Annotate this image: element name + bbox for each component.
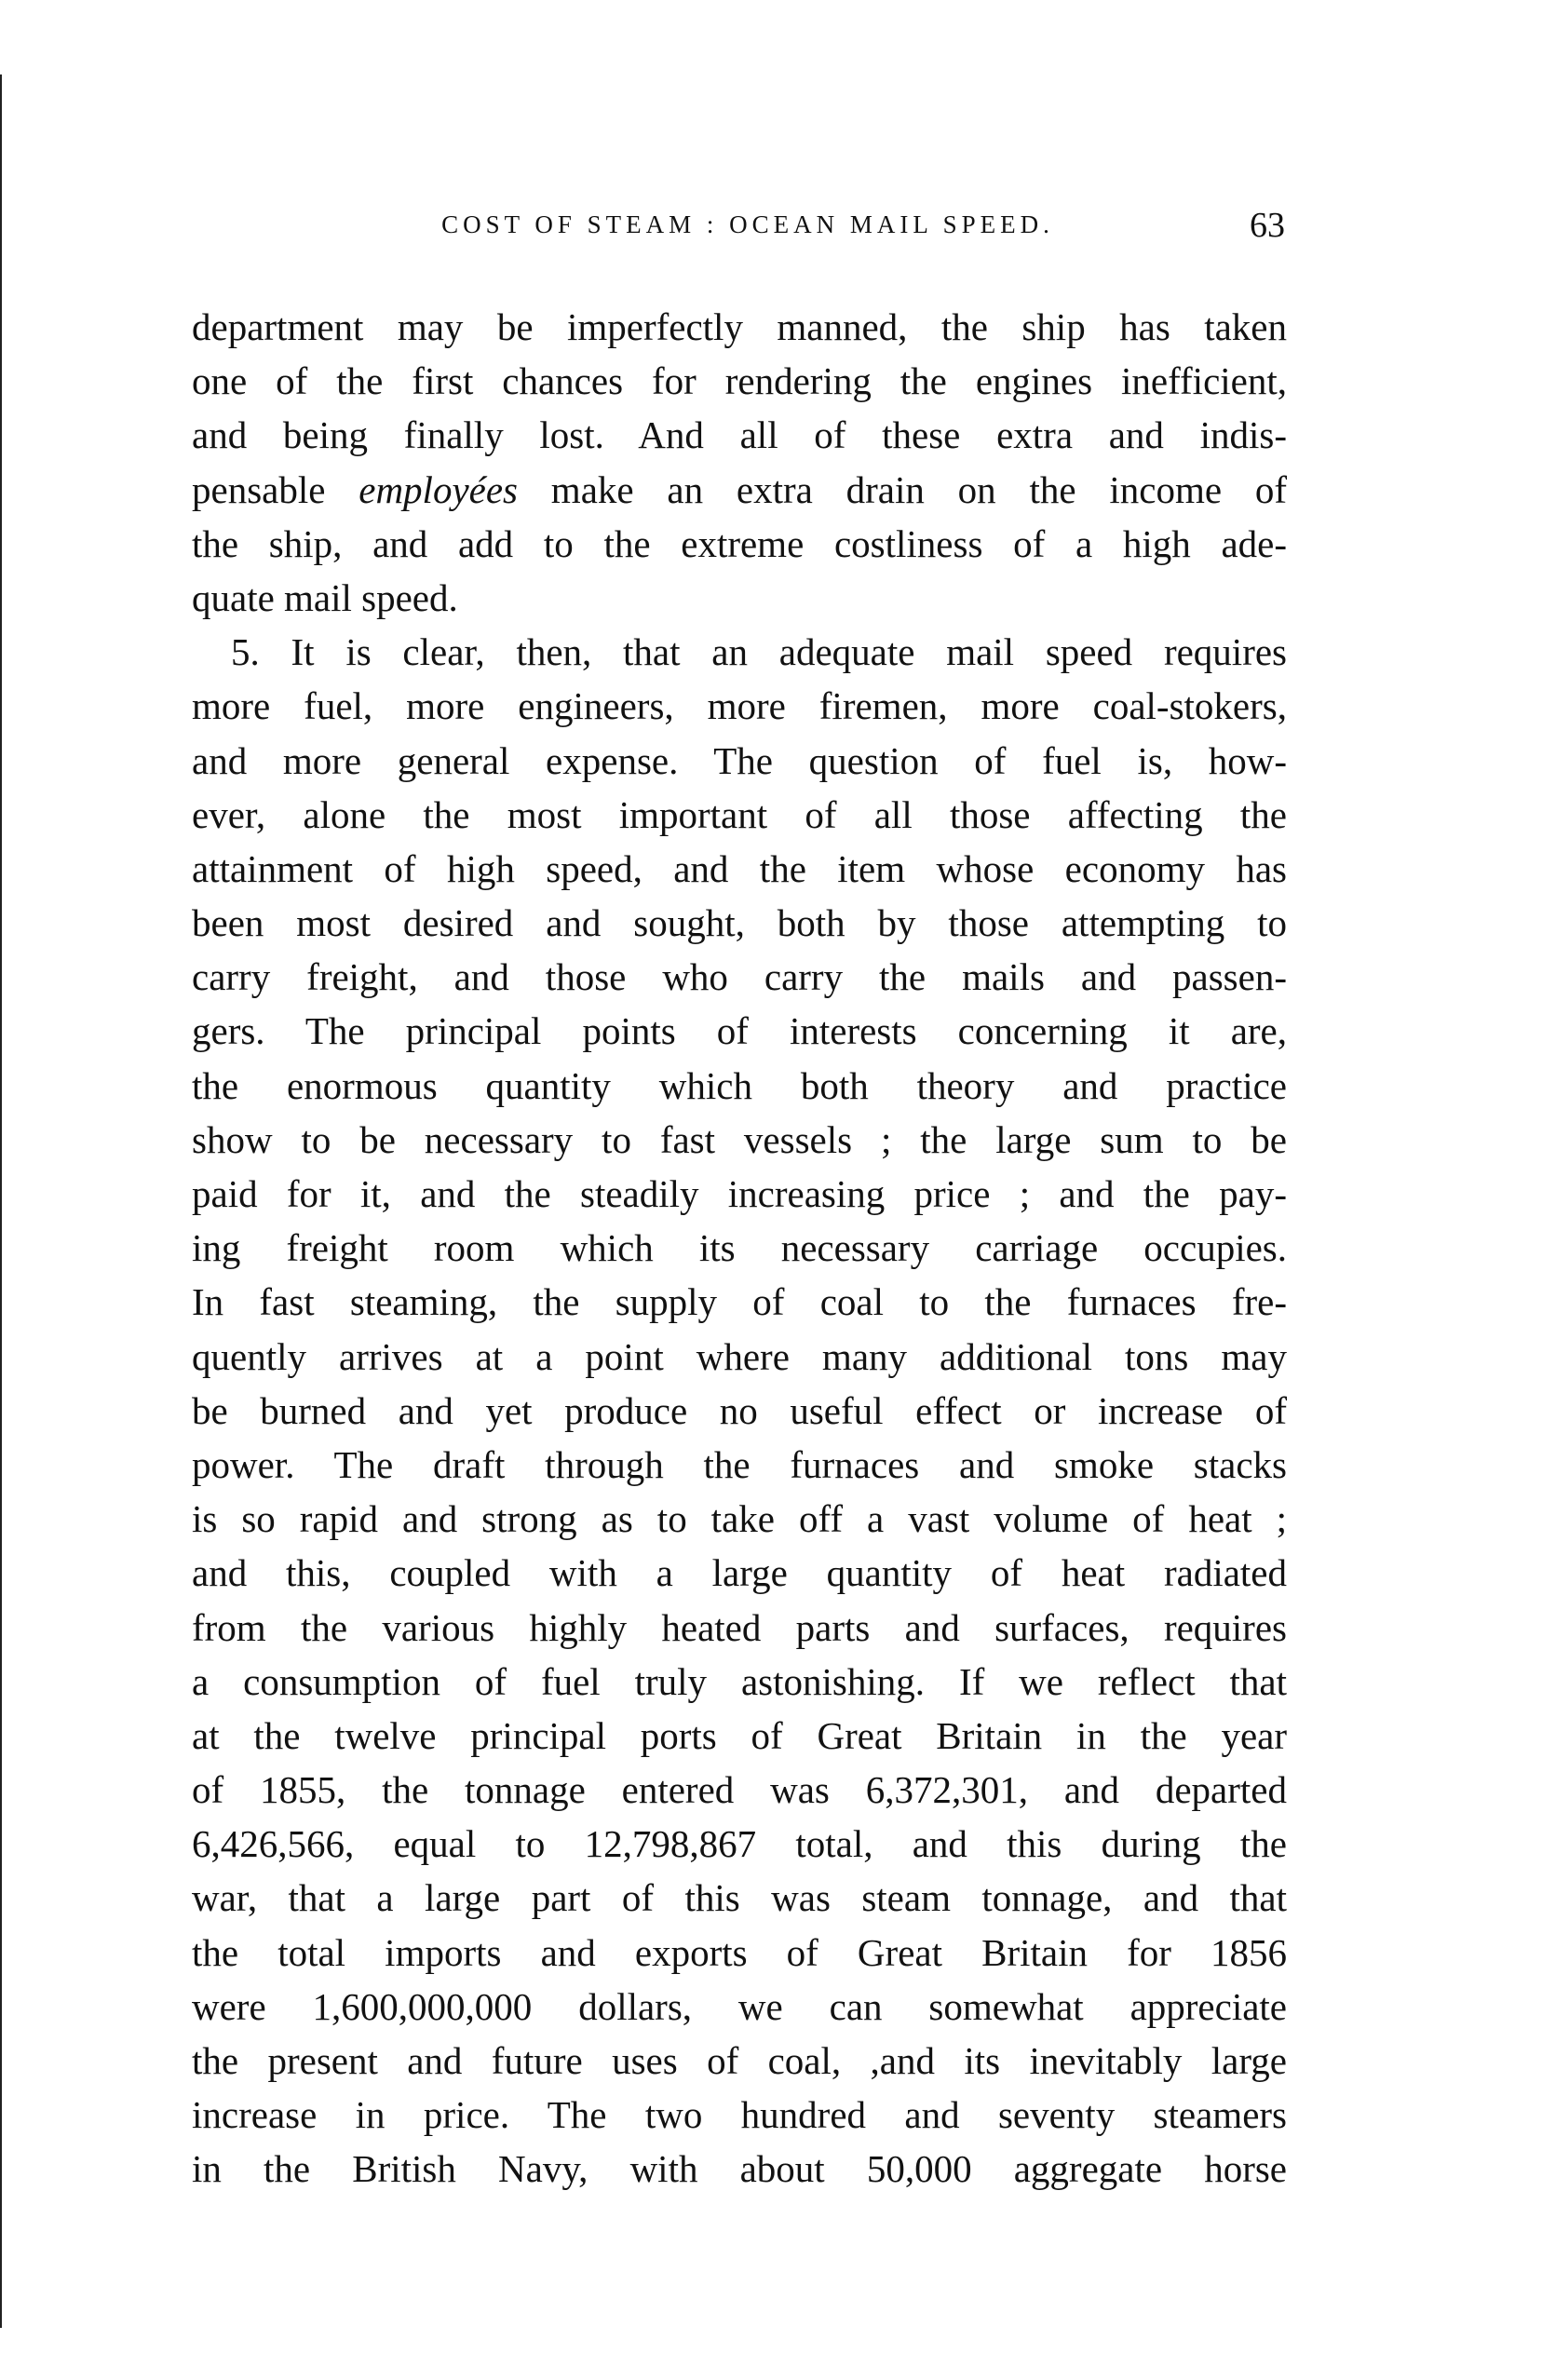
text-segment: pensable [192,467,359,511]
text-line: the present and future uses of coal, ,and its inevitably large [192,2039,1287,2082]
text-line: ever, alone the most important of all those affecting the [192,792,1287,836]
text-line: attainment of high speed, and the item whose economy has [192,846,1287,890]
text-line: paid for it, and the steadily increasing price ; and the pay- [192,1172,1287,1215]
text-line: quate mail speed. [192,575,458,619]
text-line: the total imports and exports of Great Britain for 1856 [192,1930,1287,1974]
text-line: 6,426,566, equal to 12,798,867 total, and this during the [192,1822,1287,1866]
text-line: be burned and yet produce no useful effect or increase of [192,1388,1287,1432]
body-text [192,300,1287,2197]
text-line [192,463,1287,517]
text-segment: make an extra drain on the income of [518,467,1287,511]
text-line: war, that a large part of this was steam tonnage, and that [192,1876,1287,1920]
running-header [192,203,1285,250]
text-line: and this, coupled with a large quantity of heat radiated [192,1551,1287,1595]
italic-word: employées [358,467,518,511]
scan-edge-line [0,74,2,2328]
text-line: of 1855, the tonnage entered was 6,372,301, and departed [192,1768,1287,1812]
text-line: a consumption of fuel truly astonishing. If we reflect that [192,1659,1287,1703]
text-line: one of the first chances for rendering the engines inefficient, [192,359,1287,403]
text-line: power. The draft through the furnaces and smoke stacks [192,1442,1287,1486]
text-line: were 1,600,000,000 dollars, we can somewhat appreciate [192,1984,1287,2028]
text-line: the ship, and add to the extreme costliness of a high ade- [192,521,1287,565]
text-line: carry freight, and those who carry the mails and passen- [192,955,1287,999]
text-line: show to be necessary to fast vessels ; the large sum to be [192,1117,1287,1161]
text-line: been most desired and sought, both by those attempting to [192,901,1287,945]
text-line: gers. The principal points of interests concerning it are, [192,1009,1287,1053]
text-line: In fast steaming, the supply of coal to the furnaces fre- [192,1280,1287,1324]
text-line: is so rapid and strong as to take off a vast volume of heat ; [192,1497,1287,1541]
text-line: 5. It is clear, then, that an adequate mail speed requires [231,630,1287,674]
text-line: increase in price. The two hundred and seventy steamers [192,2093,1287,2137]
text-line: and being finally lost. And all of these extra and indis- [192,413,1287,457]
text-line: more fuel, more engineers, more firemen, more coal-stokers, [192,684,1287,728]
text-line: at the twelve principal ports of Great Britain in the year [192,1713,1287,1757]
text-line: department may be imperfectly manned, the ship has taken [192,305,1287,348]
page-number: 63 [1250,206,1285,245]
running-header-title: COST OF STEAM : OCEAN MAIL SPEED. [441,210,1054,238]
text-line: quently arrives at a point where many additional tons may [192,1334,1287,1378]
text-line: the enormous quantity which both theory and practice [192,1063,1287,1107]
text-line: from the various highly heated parts and surfaces, requires [192,1605,1287,1649]
text-line: in the British Navy, with about 50,000 aggregate horse [192,2147,1287,2191]
text-line: ing freight room which its necessary carriage occupies. [192,1226,1287,1270]
text-line: and more general expense. The question of fuel is, how- [192,738,1287,782]
